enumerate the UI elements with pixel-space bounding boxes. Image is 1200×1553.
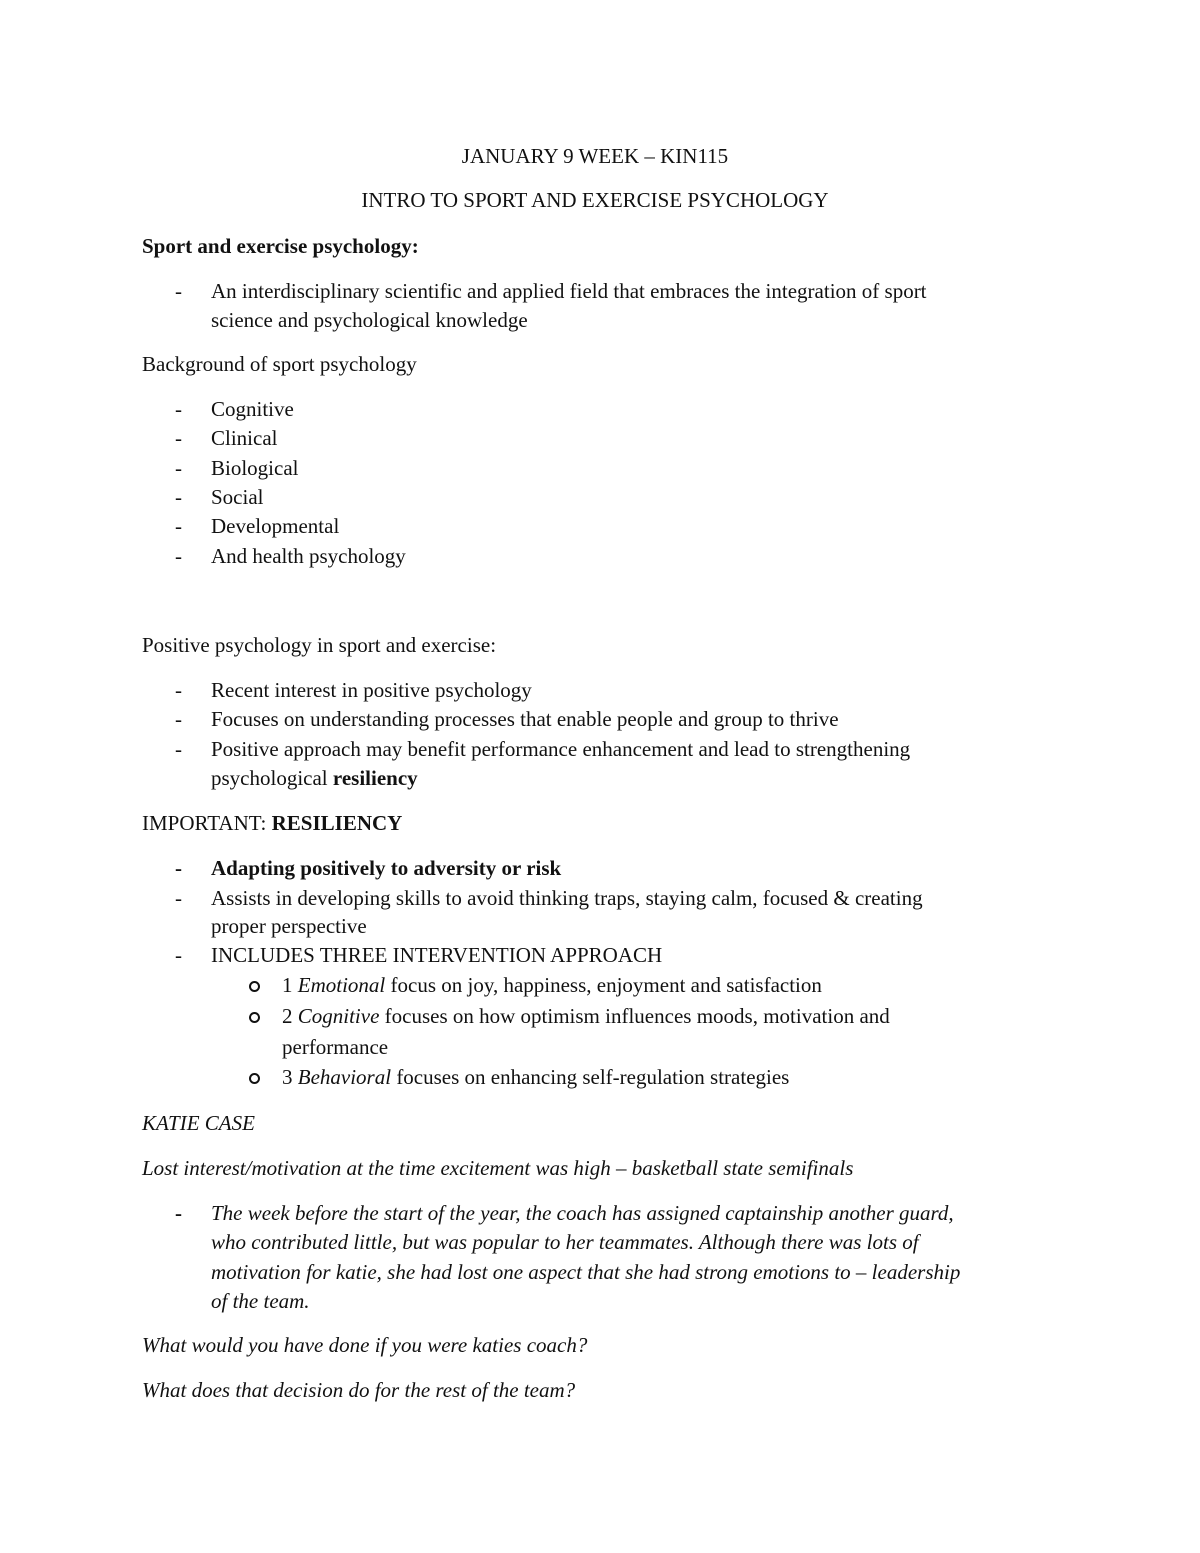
list-item: Recent interest in positive psychology	[211, 678, 532, 702]
sub-item-number: 3	[282, 1065, 298, 1089]
list-item-continuation: science and psychological knowledge	[211, 308, 528, 332]
document-subtitle: INTRO TO SPORT AND EXERCISE PSYCHOLOGY	[361, 188, 829, 212]
section-heading-positive-psychology: Positive psychology in sport and exercise:	[142, 633, 497, 657]
bullet-dash: -	[175, 1201, 182, 1225]
sub-list-item	[282, 1001, 890, 1031]
bullet-dash: -	[175, 856, 182, 880]
case-detail-line: motivation for katie, she had lost one aspect that she had strong emotions to – leadership	[211, 1260, 961, 1284]
bullet-dash: -	[175, 678, 182, 702]
list-item: Assists in developing skills to avoid thinking traps, staying calm, focused & creating	[211, 886, 923, 910]
sub-item-number: 2	[282, 1004, 298, 1028]
list-item: And health psychology	[211, 544, 406, 568]
continuation-text: psychological	[211, 766, 333, 790]
sub-list-item	[282, 1062, 789, 1092]
bold-term: resiliency	[332, 766, 418, 790]
sub-item-text: focuses on how optimism influences moods, motivation and	[379, 1004, 890, 1028]
list-item: Social	[211, 485, 264, 509]
bullet-dash: -	[175, 456, 182, 480]
list-item: Focuses on understanding processes that enable people and group to thrive	[211, 707, 839, 731]
case-title: KATIE CASE	[142, 1111, 255, 1135]
heading-prefix: IMPORTANT:	[142, 811, 272, 835]
list-item: Cognitive	[211, 397, 294, 421]
list-item: Clinical	[211, 426, 278, 450]
bullet-dash: -	[175, 485, 182, 509]
circle-bullet-icon	[249, 1073, 260, 1084]
bullet-dash: -	[175, 514, 182, 538]
bullet-dash: -	[175, 426, 182, 450]
list-item-continuation: proper perspective	[211, 914, 367, 938]
list-item: Positive approach may benefit performance enhancement and lead to strengthening	[211, 737, 911, 761]
section-heading-resiliency	[142, 808, 402, 838]
case-detail-line: who contributed little, but was popular to her teammates. Although there was lots of	[211, 1230, 919, 1254]
case-question: What would you have done if you were katies coach?	[142, 1333, 588, 1357]
circle-bullet-icon	[249, 1012, 260, 1023]
list-item: Adapting positively to adversity or risk	[211, 856, 562, 880]
case-summary: Lost interest/motivation at the time excitement was high – basketball state semifinals	[142, 1156, 854, 1180]
bullet-dash: -	[175, 707, 182, 731]
sub-item-term: Emotional	[297, 973, 386, 997]
list-item: INCLUDES THREE INTERVENTION APPROACH	[211, 943, 663, 967]
sub-item-term: Cognitive	[297, 1004, 380, 1028]
heading-bold: RESILIENCY	[271, 811, 403, 835]
list-item: Developmental	[211, 514, 340, 538]
sub-item-text: focus on joy, happiness, enjoyment and satisfaction	[385, 973, 822, 997]
bullet-dash: -	[175, 737, 182, 761]
list-item: An interdisciplinary scientific and applied field that embraces the integration of sport	[211, 279, 927, 303]
case-detail-line: The week before the start of the year, the coach has assigned captainship another guard,	[211, 1201, 954, 1225]
list-item-continuation	[211, 763, 418, 793]
bullet-dash: -	[175, 279, 182, 303]
sub-item-term: Behavioral	[297, 1065, 392, 1089]
bullet-dash: -	[175, 397, 182, 421]
sub-list-item-continuation: performance	[282, 1035, 389, 1059]
sub-item-number: 1	[282, 973, 298, 997]
case-detail-line: of the team.	[211, 1289, 310, 1313]
list-item: Biological	[211, 456, 299, 480]
document-title: JANUARY 9 WEEK – KIN115	[461, 144, 729, 168]
case-question: What does that decision do for the rest of the team?	[142, 1378, 576, 1402]
section-heading-definition: Sport and exercise psychology:	[142, 234, 419, 258]
bullet-dash: -	[175, 544, 182, 568]
bullet-dash: -	[175, 886, 182, 910]
sub-list-item	[282, 970, 822, 1000]
bullet-dash: -	[175, 943, 182, 967]
sub-item-text: focuses on enhancing self-regulation strategies	[391, 1065, 790, 1089]
circle-bullet-icon	[249, 981, 260, 992]
section-heading-background: Background of sport psychology	[142, 352, 417, 376]
